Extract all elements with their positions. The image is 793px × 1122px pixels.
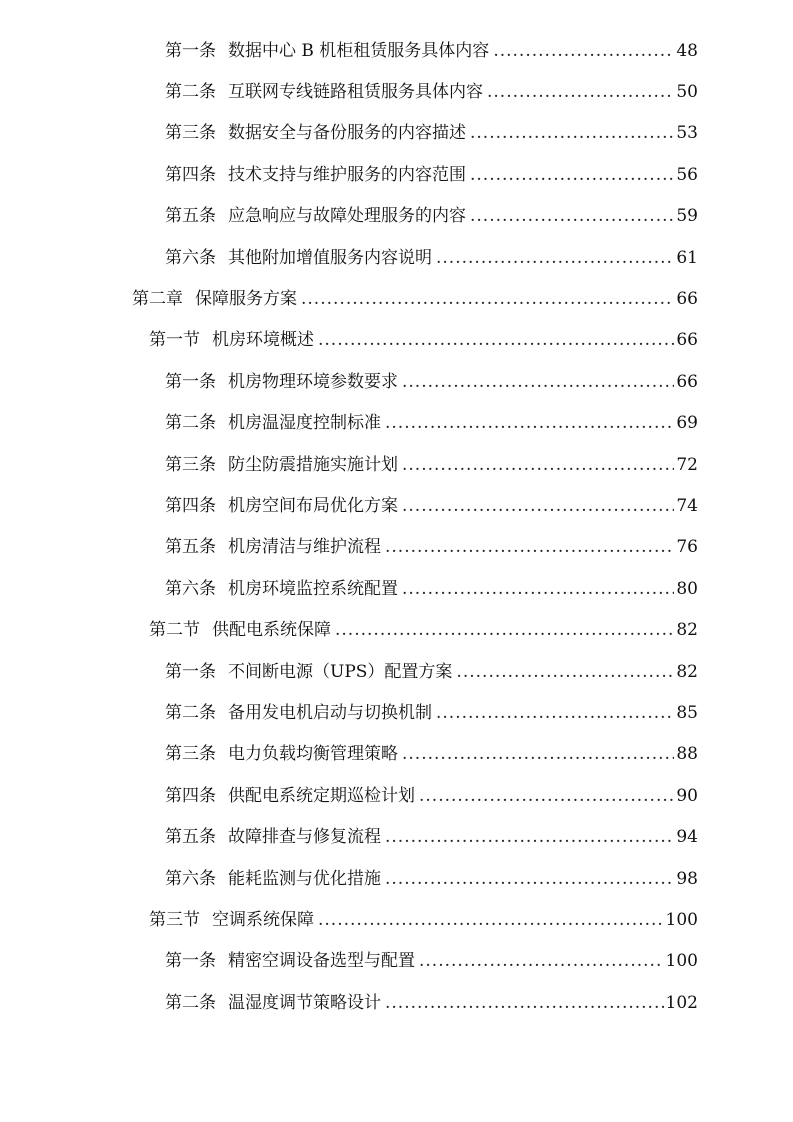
toc-entry-line [165, 496, 698, 516]
toc-entry[interactable] [0, 775, 793, 816]
toc-entry-title: 能耗监测与优化措施 [228, 868, 381, 889]
toc-entry-label: 第六条 [165, 578, 216, 599]
toc-entry-page-number: 80 [676, 578, 698, 599]
toc-entry[interactable] [0, 941, 793, 982]
toc-entry-line [165, 82, 698, 102]
toc-entry-title: 故障排查与修复流程 [228, 827, 381, 848]
toc-entry-label: 第二章 [132, 289, 183, 310]
toc-entry-line [165, 455, 698, 475]
toc-entry[interactable] [0, 237, 793, 278]
toc-entry-label: 第三条 [165, 744, 216, 765]
toc-entry[interactable] [0, 30, 793, 71]
toc-entry-title: 机房清洁与维护流程 [228, 537, 381, 558]
toc-entry-title: 空调系统保障 [212, 909, 314, 930]
toc-entry-label: 第二条 [165, 992, 216, 1013]
toc-entry-line [165, 827, 698, 847]
toc-entry-label: 第四条 [165, 495, 216, 516]
toc-entry-label: 第四条 [165, 785, 216, 806]
toc-entry-line [165, 579, 698, 599]
toc-entry-label: 第五条 [165, 537, 216, 558]
dot-leader [470, 206, 674, 226]
toc-entry-line [165, 662, 698, 682]
toc-entry-title: 机房环境监控系统配置 [228, 578, 398, 599]
toc-entry-page-number: 66 [676, 371, 698, 392]
toc-entry-label: 第二条 [165, 413, 216, 434]
toc-entry-title: 应急响应与故障处理服务的内容 [228, 206, 466, 227]
toc-entry-line [165, 413, 698, 433]
toc-entry[interactable] [0, 899, 793, 940]
toc-entry-label: 第一条 [165, 371, 216, 392]
dot-leader [456, 662, 674, 682]
toc-entry-line [165, 786, 698, 806]
dot-leader [385, 827, 674, 847]
toc-entry-title: 机房温湿度控制标准 [228, 413, 381, 434]
toc-entry-label: 第五条 [165, 827, 216, 848]
toc-entry-label: 第三节 [149, 909, 200, 930]
dot-leader [318, 330, 674, 350]
toc-entry-label: 第三条 [165, 454, 216, 475]
toc-entry-title: 其他附加增值服务内容说明 [228, 247, 432, 268]
table-of-contents [0, 30, 793, 1023]
dot-leader [318, 910, 664, 930]
toc-entry-line [149, 620, 698, 640]
toc-entry[interactable] [0, 361, 793, 402]
toc-entry[interactable] [0, 196, 793, 237]
dot-leader [301, 289, 674, 309]
toc-entry-page-number: 90 [676, 785, 698, 806]
toc-entry-line [165, 951, 698, 971]
toc-entry-line [165, 869, 698, 889]
toc-entry-label: 第三条 [165, 123, 216, 144]
toc-entry-page-number: 50 [676, 82, 698, 103]
toc-entry-title: 供配电系统定期巡检计划 [228, 785, 415, 806]
toc-entry-line [132, 289, 698, 309]
toc-entry-label: 第二条 [165, 702, 216, 723]
toc-entry-title: 数据安全与备份服务的内容描述 [228, 123, 466, 144]
toc-entry-title: 备用发电机启动与切换机制 [228, 702, 432, 723]
toc-entry-page-number: 82 [676, 661, 698, 682]
toc-entry-label: 第一节 [149, 330, 200, 351]
toc-entry-page-number: 82 [676, 620, 698, 641]
toc-entry-title: 机房物理环境参数要求 [228, 371, 398, 392]
toc-entry[interactable] [0, 982, 793, 1023]
toc-entry-line [149, 330, 698, 350]
toc-entry-title: 互联网专线链路租赁服务具体内容 [228, 82, 483, 103]
toc-entry-title: 电力负载均衡管理策略 [228, 744, 398, 765]
dot-leader [419, 786, 674, 806]
dot-leader [470, 123, 674, 143]
toc-entry-line [165, 993, 698, 1013]
toc-entry-page-number: 100 [665, 951, 698, 972]
toc-entry-label: 第一条 [165, 661, 216, 682]
toc-entry-page-number: 74 [676, 495, 698, 516]
dot-leader [436, 248, 674, 268]
dot-leader [419, 951, 664, 971]
toc-entry[interactable] [0, 734, 793, 775]
toc-entry-title: 技术支持与维护服务的内容范围 [228, 164, 466, 185]
toc-entry-page-number: 102 [665, 992, 698, 1013]
toc-entry-page-number: 56 [676, 164, 698, 185]
toc-entry-title: 保障服务方案 [195, 289, 297, 310]
toc-entry-page-number: 72 [676, 454, 698, 475]
dot-leader [402, 455, 674, 475]
toc-entry[interactable] [0, 403, 793, 444]
toc-entry[interactable] [0, 154, 793, 195]
toc-entry[interactable] [0, 858, 793, 899]
toc-entry-title: 不间断电源（UPS）配置方案 [228, 661, 453, 682]
dot-leader [402, 744, 674, 764]
toc-entry-line [165, 248, 698, 268]
toc-entry[interactable] [0, 278, 793, 319]
toc-entry-line [165, 744, 698, 764]
toc-entry-page-number: 66 [676, 289, 698, 310]
dot-leader [335, 620, 674, 640]
toc-entry[interactable] [0, 485, 793, 526]
dot-leader [470, 165, 674, 185]
toc-entry-page-number: 85 [676, 702, 698, 723]
toc-entry[interactable] [0, 609, 793, 650]
toc-entry-title: 精密空调设备选型与配置 [228, 951, 415, 972]
toc-entry-page-number: 98 [676, 868, 698, 889]
dot-leader [436, 703, 674, 723]
toc-entry-page-number: 88 [676, 744, 698, 765]
dot-leader [385, 537, 674, 557]
toc-entry-line [165, 206, 698, 226]
toc-entry-page-number: 100 [665, 909, 698, 930]
dot-leader [402, 496, 674, 516]
toc-entry-line [165, 372, 698, 392]
toc-entry-title: 数据中心 B 机柜租赁服务具体内容 [228, 40, 490, 61]
toc-entry-line [149, 910, 698, 930]
toc-entry-label: 第六条 [165, 868, 216, 889]
toc-entry-page-number: 61 [676, 247, 698, 268]
toc-entry[interactable] [0, 113, 793, 154]
toc-entry-line [165, 537, 698, 557]
toc-entry-label: 第一条 [165, 40, 216, 61]
toc-entry[interactable] [0, 444, 793, 485]
toc-entry-page-number: 94 [676, 827, 698, 848]
toc-entry-page-number: 76 [676, 537, 698, 558]
toc-entry-page-number: 69 [676, 413, 698, 434]
dot-leader [493, 41, 674, 61]
toc-entry[interactable] [0, 320, 793, 361]
toc-entry-title: 防尘防震措施实施计划 [228, 454, 398, 475]
toc-entry-page-number: 53 [676, 123, 698, 144]
dot-leader [385, 993, 664, 1013]
toc-entry[interactable] [0, 651, 793, 692]
toc-entry[interactable] [0, 692, 793, 733]
toc-entry-title: 供配电系统保障 [212, 620, 331, 641]
toc-entry-page-number: 66 [676, 330, 698, 351]
toc-entry-page-number: 59 [676, 206, 698, 227]
dot-leader [402, 579, 674, 599]
dot-leader [402, 372, 674, 392]
toc-entry-title: 温湿度调节策略设计 [228, 992, 381, 1013]
toc-entry-label: 第四条 [165, 164, 216, 185]
toc-entry-line [165, 41, 698, 61]
toc-entry-label: 第六条 [165, 247, 216, 268]
toc-entry-title: 机房环境概述 [212, 330, 314, 351]
toc-entry[interactable] [0, 527, 793, 568]
toc-entry-line [165, 123, 698, 143]
toc-entry-label: 第五条 [165, 206, 216, 227]
toc-entry[interactable] [0, 71, 793, 112]
toc-entry-line [165, 703, 698, 723]
toc-entry-page-number: 48 [676, 40, 698, 61]
toc-entry[interactable] [0, 568, 793, 609]
toc-entry[interactable] [0, 816, 793, 857]
toc-entry-label: 第二条 [165, 82, 216, 103]
toc-entry-title: 机房空间布局优化方案 [228, 495, 398, 516]
toc-entry-label: 第二节 [149, 620, 200, 641]
dot-leader [487, 82, 674, 102]
toc-entry-label: 第一条 [165, 951, 216, 972]
toc-entry-line [165, 165, 698, 185]
dot-leader [385, 869, 674, 889]
dot-leader [385, 413, 674, 433]
